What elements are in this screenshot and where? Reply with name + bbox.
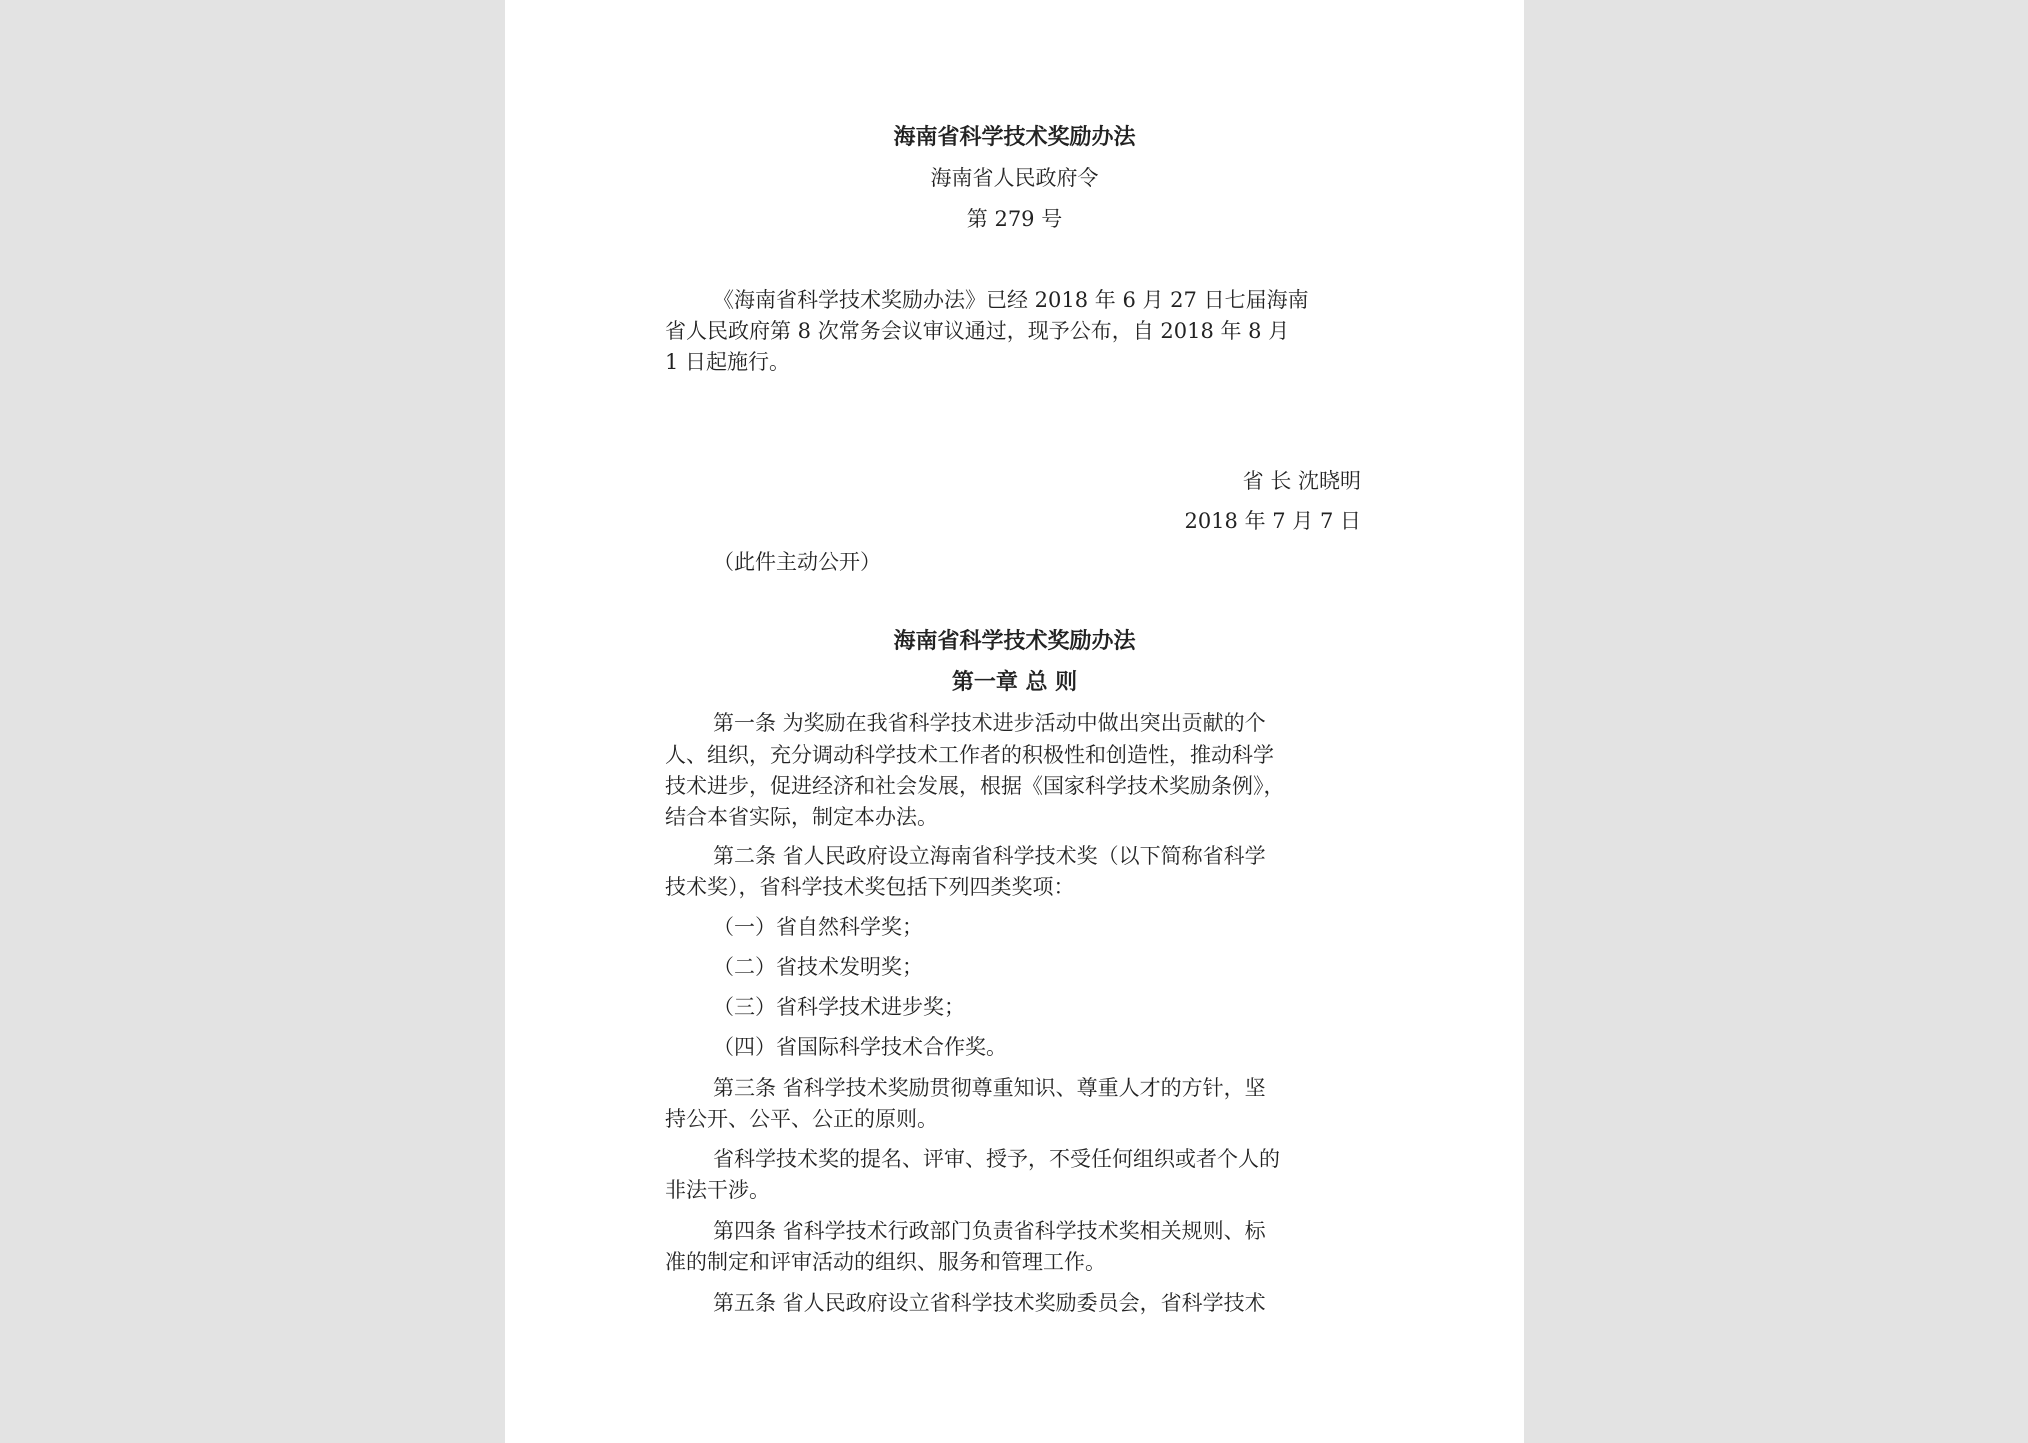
article-4-line-1: 第四条 省科学技术行政部门负责省科学技术奖相关规则、标 [713, 1219, 1266, 1243]
disclosure-note: （此件主动公开） [713, 550, 881, 574]
article-3-line-1: 第三条 省科学技术奖励贯彻尊重知识、尊重人才的方针，坚 [713, 1076, 1266, 1100]
article-2-line-2: 技术奖），省科学技术奖包括下列四类奖项： [665, 875, 1075, 899]
article-5-line-1: 第五条 省人民政府设立省科学技术奖励委员会，省科学技术 [713, 1291, 1266, 1315]
article-3-line-2: 持公开、公平、公正的原则。 [665, 1107, 938, 1131]
preamble-line-2: 省人民政府第 8 次常务会议审议通过，现予公布，自 2018 年 8 月 [665, 319, 1290, 343]
document-title: 海南省科学技术奖励办法 [893, 628, 1136, 654]
list-item: （二）省技术发明奖； [713, 955, 923, 979]
decree-issuer: 海南省人民政府令 [930, 166, 1099, 190]
list-item: （四）省国际科学技术合作奖。 [713, 1035, 1007, 1059]
list-item: （三）省科学技术进步奖； [713, 995, 965, 1019]
preamble-line-1: 《海南省科学技术奖励办法》已经 2018 年 6 月 27 日七届海南 [713, 288, 1309, 312]
chapter-heading: 第一章 总 则 [951, 669, 1078, 695]
article-2-line-1: 第二条 省人民政府设立海南省科学技术奖（以下简称省科学 [713, 844, 1266, 868]
article-3-para-2-line-2: 非法干涉。 [665, 1178, 770, 1202]
article-1-line-1: 第一条 为奖励在我省科学技术进步活动中做出突出贡献的个 [713, 711, 1266, 735]
decree-number: 第 279 号 [966, 207, 1063, 231]
article-4-line-2: 准的制定和评审活动的组织、服务和管理工作。 [665, 1250, 1106, 1274]
document-page [505, 0, 1524, 1443]
article-3-para-2-line-1: 省科学技术奖的提名、评审、授予，不受任何组织或者个人的 [713, 1147, 1280, 1171]
decree-title: 海南省科学技术奖励办法 [893, 124, 1136, 150]
preamble-line-3: 1 日起施行。 [665, 350, 791, 374]
list-item: （一）省自然科学奖； [713, 915, 923, 939]
article-1-line-4: 结合本省实际，制定本办法。 [665, 805, 938, 829]
article-1-line-2: 人、组织，充分调动科学技术工作者的积极性和创造性，推动科学 [665, 743, 1274, 767]
article-1-line-3: 技术进步，促进经济和社会发展，根据《国家科学技术奖励条例》， [665, 774, 1285, 798]
signature-date: 2018 年 7 月 7 日 [1184, 509, 1361, 533]
governor-signature: 省 长 沈晓明 [1242, 469, 1361, 493]
